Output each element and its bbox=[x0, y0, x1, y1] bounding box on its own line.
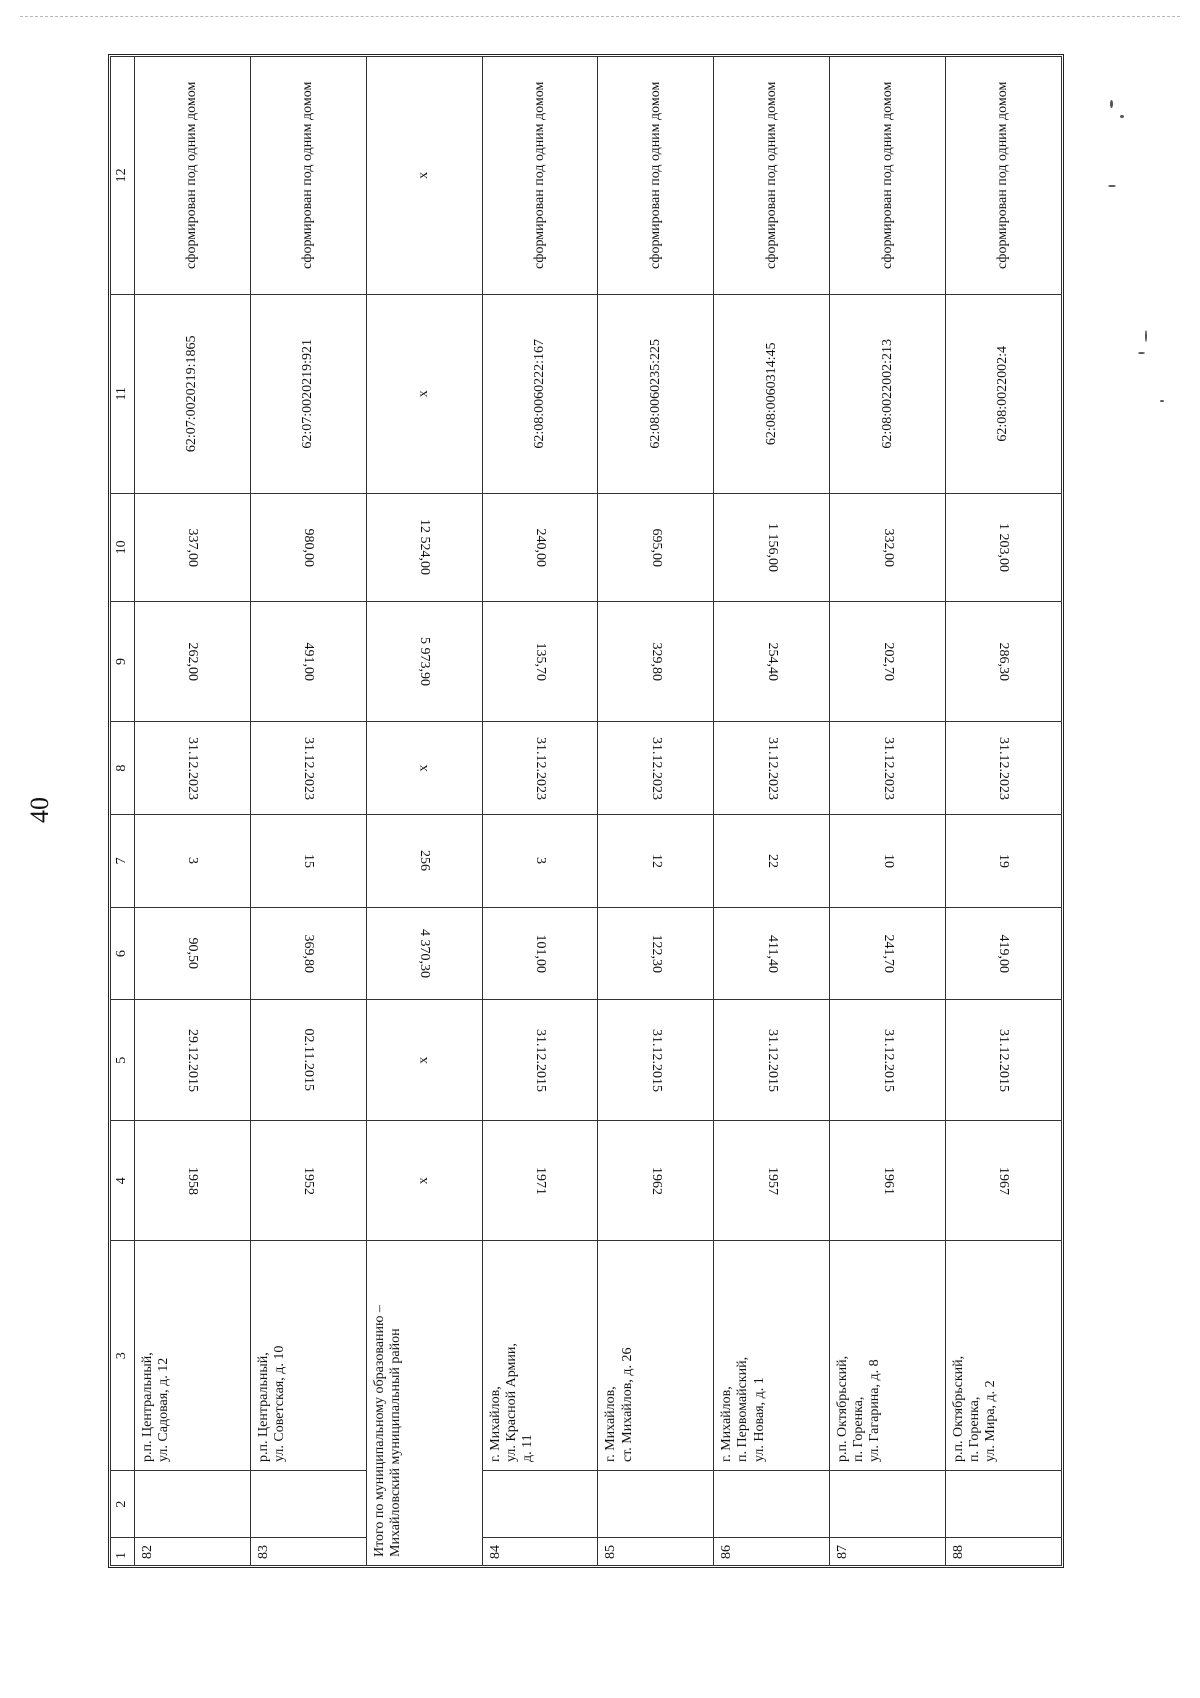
area-cell bbox=[830, 907, 946, 1000]
address-line: г. Михайлов, bbox=[487, 1386, 503, 1462]
address-line: п. Горенка, bbox=[967, 1396, 983, 1462]
total-label-line: Михайловский муниципальный район bbox=[387, 1328, 403, 1557]
row-number: 85 bbox=[598, 1538, 714, 1566]
area-value: 411,40 bbox=[764, 934, 780, 973]
address-line: ул. Новая, д. 1 bbox=[751, 1377, 767, 1462]
address-line: п. Горенка, bbox=[851, 1396, 867, 1462]
date2-cell bbox=[714, 722, 830, 815]
cadastral-cell: 62:07:0020219:1865 bbox=[135, 294, 251, 493]
header-col-6: 6 bbox=[111, 907, 135, 1000]
total-label-line: Итого по муниципальному образованию – bbox=[371, 1305, 387, 1557]
header-col-1: 1 bbox=[111, 1538, 135, 1566]
col9-cell bbox=[598, 601, 714, 722]
year-value: 1961 bbox=[880, 1166, 896, 1195]
address-cell bbox=[482, 1241, 598, 1470]
address-line: ст. Михайлов, д. 26 bbox=[619, 1347, 635, 1462]
date1-value: 31.12.2015 bbox=[996, 1028, 1012, 1092]
count-cell bbox=[830, 815, 946, 908]
col10-cell bbox=[366, 493, 482, 601]
col10-value: 980,00 bbox=[301, 528, 317, 567]
table-row bbox=[482, 57, 598, 1566]
count-value: 3 bbox=[533, 857, 549, 865]
header-col-7: 7 bbox=[111, 815, 135, 908]
header-row bbox=[111, 57, 135, 1566]
col9-value: 262,00 bbox=[185, 642, 201, 681]
date2-cell bbox=[598, 722, 714, 815]
header-col-4: 4 bbox=[111, 1120, 135, 1241]
area-cell bbox=[482, 907, 598, 1000]
date2-cell: х bbox=[366, 722, 482, 815]
total-row bbox=[366, 57, 482, 1566]
address-line: ул. Советская, д. 10 bbox=[272, 1345, 287, 1462]
date2-value: 31.12.2023 bbox=[880, 736, 896, 800]
date2-cell bbox=[830, 722, 946, 815]
year-cell bbox=[830, 1120, 946, 1241]
count-value: 15 bbox=[301, 853, 317, 868]
cadastral-cell: 62:08:0022002:213 bbox=[830, 294, 946, 493]
table-row bbox=[135, 57, 251, 1566]
date2-value: 31.12.2023 bbox=[185, 736, 201, 800]
cadastral-cell: 62:08:0022002:4 bbox=[946, 294, 1062, 493]
year-cell: х bbox=[366, 1120, 482, 1241]
count-cell bbox=[714, 815, 830, 908]
col10-value: 1 203,00 bbox=[996, 522, 1012, 572]
year-cell bbox=[714, 1120, 830, 1241]
col9-value: 329,80 bbox=[648, 642, 664, 681]
area-cell bbox=[714, 907, 830, 1000]
address-line: ул. Красной Армии, bbox=[503, 1343, 519, 1462]
col10-value: 695,00 bbox=[648, 528, 664, 567]
address-cell bbox=[250, 1241, 366, 1470]
count-cell bbox=[366, 815, 482, 908]
address-cell bbox=[598, 1241, 714, 1470]
scan-speck bbox=[1108, 185, 1116, 187]
date1-cell bbox=[714, 1000, 830, 1121]
address-line: ул. Мира, д. 2 bbox=[983, 1380, 999, 1462]
col9-value: 286,30 bbox=[996, 642, 1012, 681]
area-cell bbox=[250, 907, 366, 1000]
year-value: 1958 bbox=[185, 1166, 201, 1195]
address-cell bbox=[135, 1241, 251, 1470]
page-number: 40 bbox=[25, 797, 54, 823]
status-cell: сформирован под одним домом bbox=[482, 57, 598, 295]
count-cell bbox=[482, 815, 598, 908]
date2-cell bbox=[482, 722, 598, 815]
empty-cell bbox=[482, 1470, 598, 1537]
date1-cell: х bbox=[366, 1000, 482, 1121]
header-col-10: 10 bbox=[111, 493, 135, 601]
col9-value: 254,40 bbox=[764, 642, 780, 681]
cadastral-cell: 62:07:0020219:921 bbox=[250, 294, 366, 493]
total-label-cell bbox=[366, 1241, 482, 1566]
cadastral-cell: 62:08:0060314:45 bbox=[714, 294, 830, 493]
area-value: 369,80 bbox=[301, 934, 317, 973]
year-value: 1962 bbox=[648, 1166, 664, 1195]
date2-value: 31.12.2023 bbox=[996, 736, 1012, 800]
col10-value: 332,00 bbox=[880, 528, 896, 567]
col9-value: 5 973,90 bbox=[417, 637, 433, 687]
date2-cell bbox=[946, 722, 1062, 815]
area-value: 122,30 bbox=[648, 934, 664, 973]
year-cell bbox=[135, 1120, 251, 1241]
date1-value: 02.11.2015 bbox=[301, 1028, 317, 1092]
count-cell bbox=[250, 815, 366, 908]
header-col-3: 3 bbox=[111, 1241, 135, 1470]
status-cell: сформирован под одним домом bbox=[714, 57, 830, 295]
date1-cell bbox=[946, 1000, 1062, 1121]
scan-speck bbox=[1138, 352, 1145, 354]
scan-speck bbox=[1160, 400, 1164, 402]
status-cell: х bbox=[366, 57, 482, 295]
empty-cell bbox=[135, 1470, 251, 1537]
area-value: 419,00 bbox=[996, 934, 1012, 973]
area-value: 241,70 bbox=[880, 934, 896, 973]
header-col-11: 11 bbox=[111, 294, 135, 493]
count-cell bbox=[946, 815, 1062, 908]
header-col-5: 5 bbox=[111, 1000, 135, 1121]
area-value: 101,00 bbox=[533, 934, 549, 973]
col10-cell bbox=[946, 493, 1062, 601]
address-cell bbox=[830, 1241, 946, 1470]
date1-value: 31.12.2015 bbox=[880, 1028, 896, 1092]
address-line: р.п. Октябрьский, bbox=[951, 1355, 967, 1462]
empty-cell bbox=[598, 1470, 714, 1537]
col10-cell bbox=[135, 493, 251, 601]
count-value: 19 bbox=[996, 853, 1012, 868]
year-cell bbox=[598, 1120, 714, 1241]
date2-cell bbox=[250, 722, 366, 815]
year-value: 1971 bbox=[533, 1166, 549, 1195]
date2-cell bbox=[135, 722, 251, 815]
col9-cell bbox=[366, 601, 482, 722]
count-value: 12 bbox=[648, 853, 664, 868]
year-value: 1957 bbox=[764, 1166, 780, 1195]
header-col-12: 12 bbox=[111, 57, 135, 295]
address-line: р.п. Октябрьский, bbox=[835, 1355, 851, 1462]
col9-value: 135,70 bbox=[533, 642, 549, 681]
address-line: ул. Гагарина, д. 8 bbox=[867, 1359, 883, 1462]
empty-cell bbox=[250, 1470, 366, 1537]
col9-value: 202,70 bbox=[880, 642, 896, 681]
year-cell bbox=[482, 1120, 598, 1241]
date1-value: 31.12.2015 bbox=[764, 1028, 780, 1092]
empty-cell bbox=[830, 1470, 946, 1537]
col10-value: 12 524,00 bbox=[417, 519, 433, 576]
cadastral-cell: х bbox=[366, 294, 482, 493]
address-cell bbox=[714, 1241, 830, 1470]
date1-value: 31.12.2015 bbox=[648, 1028, 664, 1092]
address-line: г. Михайлов, bbox=[603, 1386, 619, 1462]
date1-cell bbox=[482, 1000, 598, 1121]
date2-value: 31.12.2023 bbox=[301, 736, 317, 800]
date1-value: 31.12.2015 bbox=[533, 1028, 549, 1092]
date1-cell bbox=[830, 1000, 946, 1121]
cadastral-cell: 62:08:0060235:225 bbox=[598, 294, 714, 493]
scan-speck bbox=[1145, 330, 1147, 342]
row-number: 83 bbox=[250, 1538, 366, 1566]
date2-value: 31.12.2023 bbox=[533, 736, 549, 800]
col10-cell bbox=[250, 493, 366, 601]
scan-edge-line bbox=[20, 16, 1180, 17]
year-value: 1967 bbox=[996, 1166, 1012, 1195]
count-value: 22 bbox=[764, 853, 780, 868]
cadastral-cell: 62:08:0060222:167 bbox=[482, 294, 598, 493]
col9-cell bbox=[714, 601, 830, 722]
status-cell: сформирован под одним домом bbox=[598, 57, 714, 295]
housing-table bbox=[110, 56, 1062, 1566]
date1-cell bbox=[135, 1000, 251, 1121]
table-row bbox=[250, 57, 366, 1566]
date2-value: 31.12.2023 bbox=[648, 736, 664, 800]
count-cell bbox=[135, 815, 251, 908]
area-cell bbox=[946, 907, 1062, 1000]
table-row bbox=[714, 57, 830, 1566]
count-value: 256 bbox=[417, 850, 433, 872]
row-number: 82 bbox=[135, 1538, 251, 1566]
status-cell: сформирован под одним домом bbox=[135, 57, 251, 295]
empty-cell bbox=[946, 1470, 1062, 1537]
col10-cell bbox=[830, 493, 946, 601]
row-number: 86 bbox=[714, 1538, 830, 1566]
area-value: 90,50 bbox=[185, 937, 201, 970]
header-col-9: 9 bbox=[111, 601, 135, 722]
area-cell bbox=[366, 907, 482, 1000]
year-cell bbox=[946, 1120, 1062, 1241]
col10-value: 337,00 bbox=[185, 528, 201, 567]
col9-cell bbox=[482, 601, 598, 722]
address-line: д. 11 bbox=[519, 1434, 535, 1462]
status-cell: сформирован под одним домом bbox=[250, 57, 366, 295]
col10-cell bbox=[482, 493, 598, 601]
date2-value: 31.12.2023 bbox=[764, 736, 780, 800]
col9-cell bbox=[830, 601, 946, 722]
year-cell bbox=[250, 1120, 366, 1241]
date1-cell bbox=[598, 1000, 714, 1121]
area-cell bbox=[598, 907, 714, 1000]
table-row bbox=[598, 57, 714, 1566]
empty-cell bbox=[714, 1470, 830, 1537]
row-number: 87 bbox=[830, 1538, 946, 1566]
col9-cell bbox=[135, 601, 251, 722]
address-line: р.п. Центральный, bbox=[140, 1352, 156, 1462]
table-row bbox=[830, 57, 946, 1566]
row-number: 88 bbox=[946, 1538, 1062, 1566]
area-value: 4 370,30 bbox=[417, 929, 433, 979]
count-cell bbox=[598, 815, 714, 908]
col10-value: 1 156,00 bbox=[764, 522, 780, 572]
col9-cell bbox=[946, 601, 1062, 722]
address-line: г. Михайлов, bbox=[719, 1386, 735, 1462]
status-cell: сформирован под одним домом bbox=[830, 57, 946, 295]
table-row bbox=[946, 57, 1062, 1566]
scan-speck bbox=[1110, 100, 1113, 108]
status-cell: сформирован под одним домом bbox=[946, 57, 1062, 295]
date1-cell bbox=[250, 1000, 366, 1121]
row-number: 84 bbox=[482, 1538, 598, 1566]
address-line: п. Первомайский, bbox=[735, 1356, 751, 1462]
col10-value: 240,00 bbox=[533, 528, 549, 567]
address-cell bbox=[946, 1241, 1062, 1470]
count-value: 10 bbox=[880, 853, 896, 868]
scan-speck bbox=[1120, 115, 1124, 118]
col9-cell bbox=[250, 601, 366, 722]
area-cell bbox=[135, 907, 251, 1000]
header-col-2: 2 bbox=[111, 1470, 135, 1537]
col10-cell bbox=[598, 493, 714, 601]
count-value: 3 bbox=[185, 857, 201, 865]
date1-value: 29.12.2015 bbox=[185, 1028, 201, 1092]
address-line: ул. Садовая, д. 12 bbox=[156, 1357, 172, 1462]
col10-cell bbox=[714, 493, 830, 601]
address-line: р.п. Центральный, bbox=[255, 1352, 271, 1462]
year-value: 1952 bbox=[301, 1166, 317, 1195]
header-col-8: 8 bbox=[111, 722, 135, 815]
col9-value: 491,00 bbox=[301, 642, 317, 681]
